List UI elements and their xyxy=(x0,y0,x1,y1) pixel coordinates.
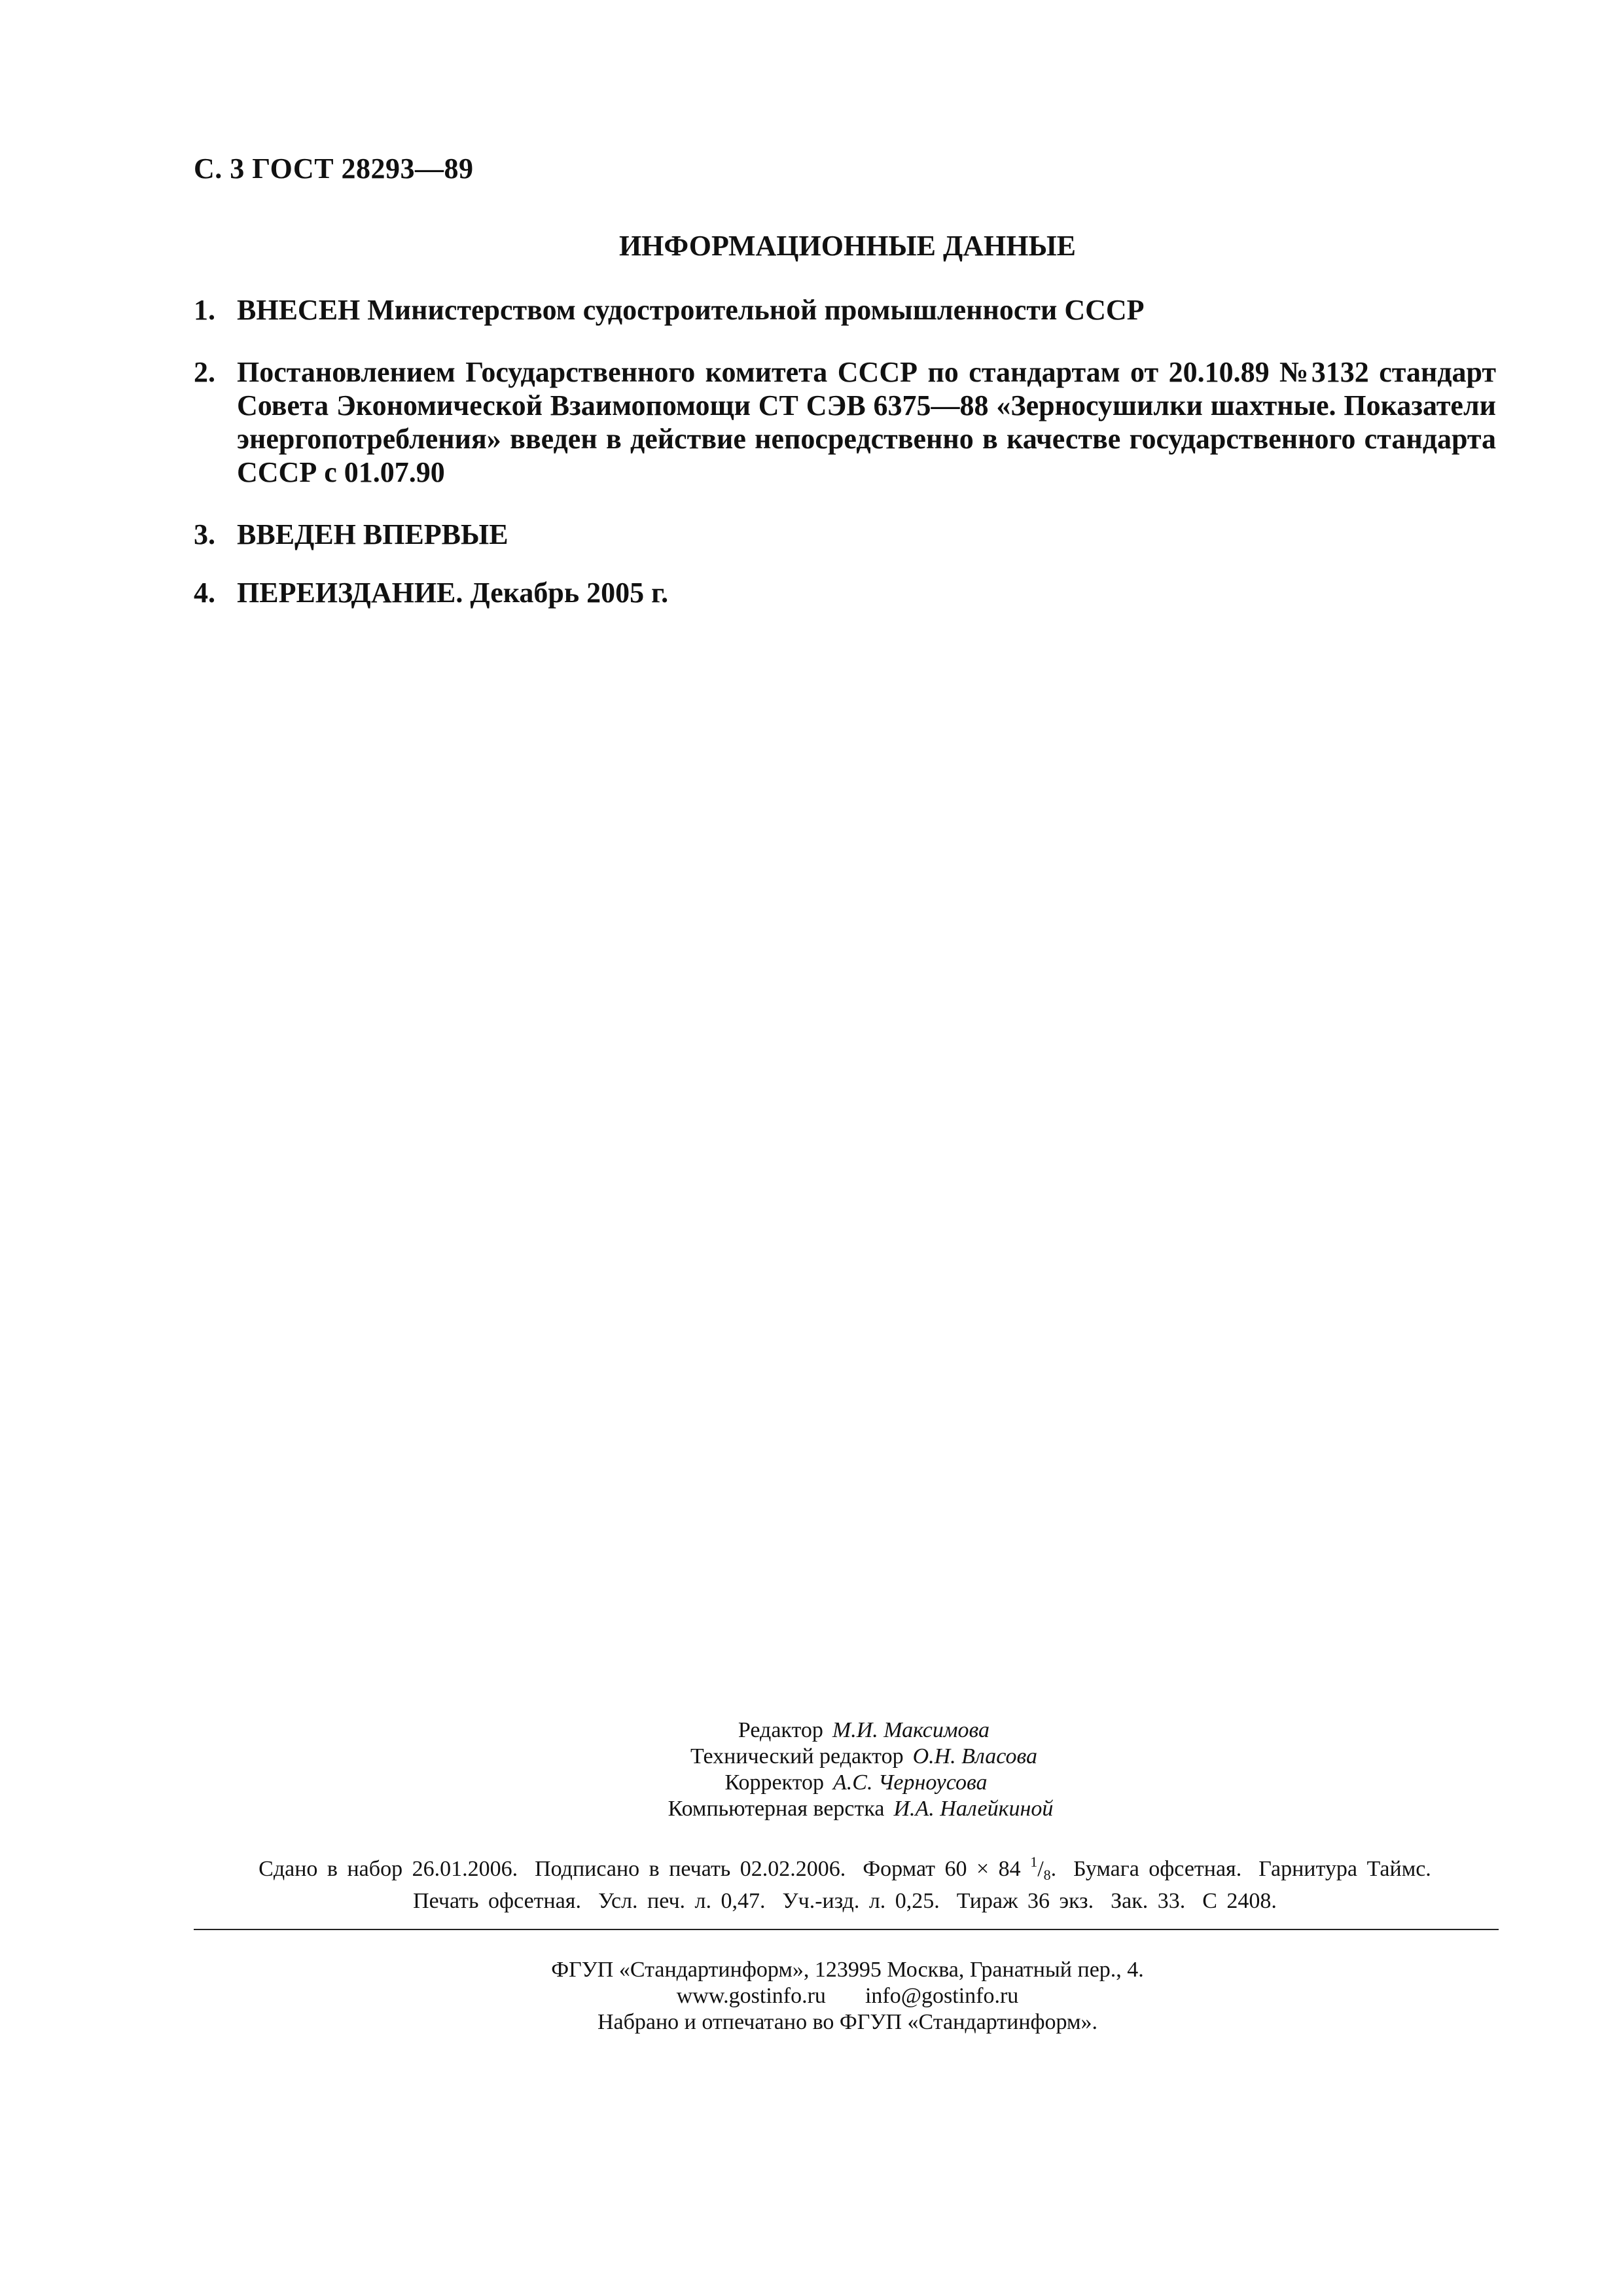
divider xyxy=(194,1929,1499,1930)
accounting-sheets: Уч.-изд. л. 0,25. xyxy=(782,1889,940,1913)
format-value: Формат 60 × 84 $^1/_8$. xyxy=(863,1854,1057,1883)
typeface: Гарнитура Таймс. xyxy=(1258,1857,1431,1881)
publisher-address: ФГУП «Стандартинформ», 123995 Москва, Гранатный пер., 4. xyxy=(551,1958,1144,1982)
print-row-2 xyxy=(194,1888,1496,1914)
credit-corrector xyxy=(0,1770,1623,1796)
list-item-text: Постановлением Государственного комитета СССР по стандартам от 20.10.89 №3132 стандарт Совета Экономической Взаимопомощи СТ СЭВ 6375—88 «Зерносушилки шахтные. Показатели энергопотребления» введен в действие непосредственно в качестве государственного стандарта СССР с 01.07.90 xyxy=(237,356,1496,488)
list-item-text: ВНЕСЕН Министерством судостроительной промышленности СССР xyxy=(237,294,1145,326)
section-title: ИНФОРМАЦИОННЫЕ ДАННЫЕ xyxy=(618,230,1077,262)
credit-person: И.А. Налейкиной xyxy=(893,1797,1054,1821)
publisher-block xyxy=(0,1957,1623,2036)
list-item-text: ВВЕДЕН ВПЕРВЫЕ xyxy=(237,518,508,550)
print-type: Печать офсетная. xyxy=(413,1889,581,1913)
signed-date: Подписано в печать 02.02.2006. xyxy=(535,1857,846,1881)
conditional-sheets: Усл. печ. л. 0,47. xyxy=(597,1889,766,1913)
info-list xyxy=(194,293,1496,636)
list-item xyxy=(194,518,1496,551)
print-row-1 xyxy=(194,1849,1496,1888)
list-item-number: 1. xyxy=(194,294,215,326)
credit-layout xyxy=(0,1796,1623,1822)
credit-tech-editor xyxy=(0,1744,1623,1770)
print-details xyxy=(194,1849,1496,1914)
credit-person: А.С. Черноусова xyxy=(833,1770,988,1795)
printed-by: Набрано и отпечатано во ФГУП «Стандартинформ». xyxy=(597,2010,1098,2034)
paper-type: Бумага офсетная. xyxy=(1073,1857,1242,1881)
credit-person: О.Н. Власова xyxy=(912,1744,1037,1768)
credits-block xyxy=(0,1717,1623,1822)
list-item-number: 3. xyxy=(194,518,215,550)
credit-role: Корректор xyxy=(724,1770,825,1795)
website-link[interactable]: www.gostinfo.ru xyxy=(676,1984,826,2008)
submitted-date: Сдано в набор 26.01.2006. xyxy=(259,1857,518,1881)
list-item xyxy=(194,355,1496,489)
publisher-contacts xyxy=(0,1983,1623,2009)
list-item-number: 2. xyxy=(194,356,215,388)
email-link[interactable]: info@gostinfo.ru xyxy=(865,1984,1019,2008)
order-number: Зак. 33. xyxy=(1111,1889,1186,1913)
print-run: Тираж 36 экз. xyxy=(956,1889,1094,1913)
page-header: С. 3 ГОСТ 28293—89 xyxy=(194,152,474,185)
credit-role: Компьютерная верстка xyxy=(668,1797,885,1821)
code: С 2408. xyxy=(1202,1889,1277,1913)
credit-person: М.И. Максимова xyxy=(832,1718,990,1742)
list-item xyxy=(194,293,1496,327)
list-item xyxy=(194,576,1496,609)
credit-role: Технический редактор xyxy=(690,1744,904,1768)
credit-role: Редактор xyxy=(738,1718,823,1742)
list-item-text: ПЕРЕИЗДАНИЕ. Декабрь 2005 г. xyxy=(237,577,669,609)
credit-editor xyxy=(0,1717,1623,1744)
list-item-number: 4. xyxy=(194,577,215,609)
